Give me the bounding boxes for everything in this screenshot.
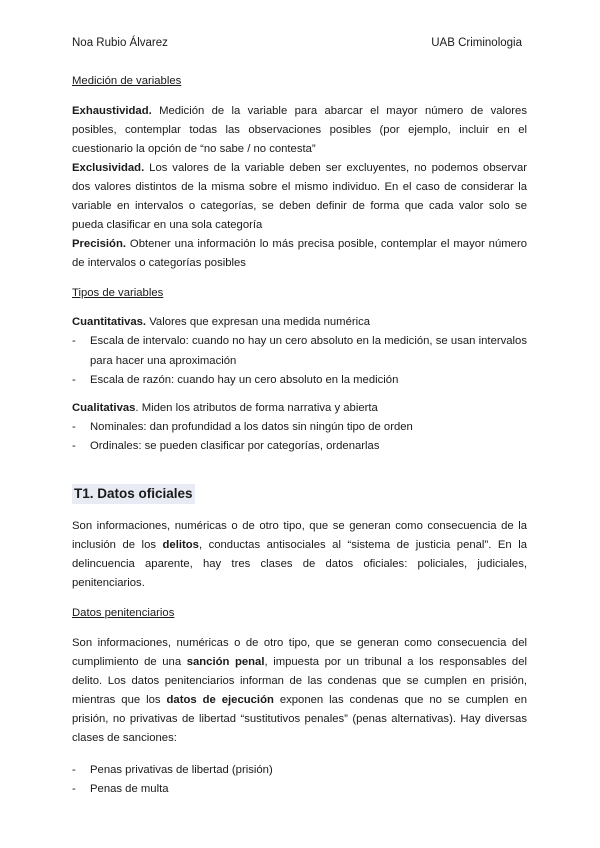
text-exclusividad: Los valores de la variable deben ser excluyentes, no podemos observar dos valores distintos de la misma sobre el mismo individuo. En el caso de considerar la variable en intervalos o categorías, se deben definir de forma que cada valor solo se pueda clasificar en una sola categoría	[72, 162, 527, 231]
text-t1-c: , conductas antisociales al “sistema de justicia penal”. En la delincuencia aparente, hay tres clases de datos oficiales: policiales, judiciales, penitenciarios.	[72, 538, 527, 589]
bullet-dash: -	[72, 783, 76, 795]
bullet-dash: -	[72, 420, 76, 433]
list-item	[72, 332, 527, 371]
list-item	[72, 371, 527, 391]
term-sancion-penal: sanción penal	[186, 655, 265, 668]
list-item-text: Escala de razón: cuando hay un cero absoluto en la medición	[90, 374, 399, 386]
bullet-dash: -	[72, 374, 76, 386]
document-body	[72, 72, 527, 800]
section-title-tipos: Tipos de variables	[72, 287, 164, 299]
term-exclusividad: Exclusividad.	[72, 162, 145, 174]
list-item	[72, 761, 527, 781]
text-pen-e: exponen las condenas que no se cumplen en prisión, no privativas de libertad “sustitutivos penales” (penas alternativas). Hay diversas clases de sanciones:	[72, 693, 527, 744]
bullet-dash: -	[72, 440, 76, 452]
term-cuantitativas: Cuantitativas.	[72, 316, 147, 328]
text-cuantitativas: Valores que expresan una medida numérica	[146, 316, 371, 328]
text-exhaustividad: Medición de la variable para abarcar el mayor número de valores posibles, contemplar todas las observaciones posibles (por ejemplo, incluir en el cuestionario la opción de “no sabe / no contesta”	[72, 105, 527, 155]
bullet-dash: -	[72, 335, 76, 347]
text-t1-a: Son informaciones, numéricas o de otro tipo, que se generan como consecuencia de la inclusión de los	[72, 519, 527, 551]
term-cualitativas: Cualitativas	[72, 401, 136, 414]
term-precision: Precisión.	[72, 238, 126, 250]
text-pen-c: , impuesta por un tribunal a los responsables del delito. Los datos penitenciarios informan de las condenas que se cumplen en prisión, mientras que los	[72, 655, 528, 706]
term-datos-ejecucion: datos de ejecución	[166, 693, 274, 706]
header-course: UAB Criminologia	[431, 37, 522, 49]
list-sanciones	[72, 761, 527, 800]
bullet-dash: -	[72, 763, 76, 776]
paragraph-cualitativas	[72, 399, 527, 418]
paragraph-penitenciarios	[72, 634, 527, 748]
header-author: Noa Rubio Álvarez	[72, 37, 168, 49]
text-cualitativas: . Miden los atributos de forma narrativa y abierta	[135, 401, 378, 414]
list-item	[72, 780, 527, 800]
list-item-text: Penas de multa	[90, 783, 169, 795]
heading-t1-wrapper	[72, 484, 527, 504]
term-exhaustividad: Exhaustividad.	[72, 105, 152, 117]
section-title-medicion: Medición de variables	[72, 75, 182, 87]
paragraph-t1	[72, 517, 527, 593]
list-cuantitativas	[72, 332, 527, 391]
list-item-text: Penas privativas de libertad (prisión)	[90, 763, 273, 776]
list-item-text: Ordinales: se pueden clasificar por categorías, ordenarlas	[90, 440, 380, 452]
paragraph-exhaustividad	[72, 102, 527, 159]
heading-t1: T1. Datos oficiales	[72, 484, 195, 504]
section-title-penitenciarios: Datos penitenciarios	[72, 606, 175, 619]
paragraph-cuantitativas	[72, 313, 527, 332]
list-cualitativas	[72, 418, 527, 457]
paragraph-exclusividad	[72, 159, 527, 235]
paragraph-precision	[72, 235, 527, 273]
text-pen-a: Son informaciones, numéricas o de otro tipo, que se generan como consecuencia del cumplimiento de una	[72, 636, 527, 668]
list-item-text: Escala de intervalo: cuando no hay un cero absoluto en la medición, se usan intervalos para hacer una aproximación	[90, 335, 527, 367]
list-item	[72, 418, 527, 438]
list-item	[72, 437, 527, 457]
list-item-text: Nominales: dan profundidad a los datos sin ningún tipo de orden	[90, 420, 413, 433]
term-delitos: delitos	[162, 538, 199, 551]
text-precision: Obtener una información lo más precisa posible, contemplar el mayor número de intervalos o categorías posibles	[72, 238, 527, 269]
